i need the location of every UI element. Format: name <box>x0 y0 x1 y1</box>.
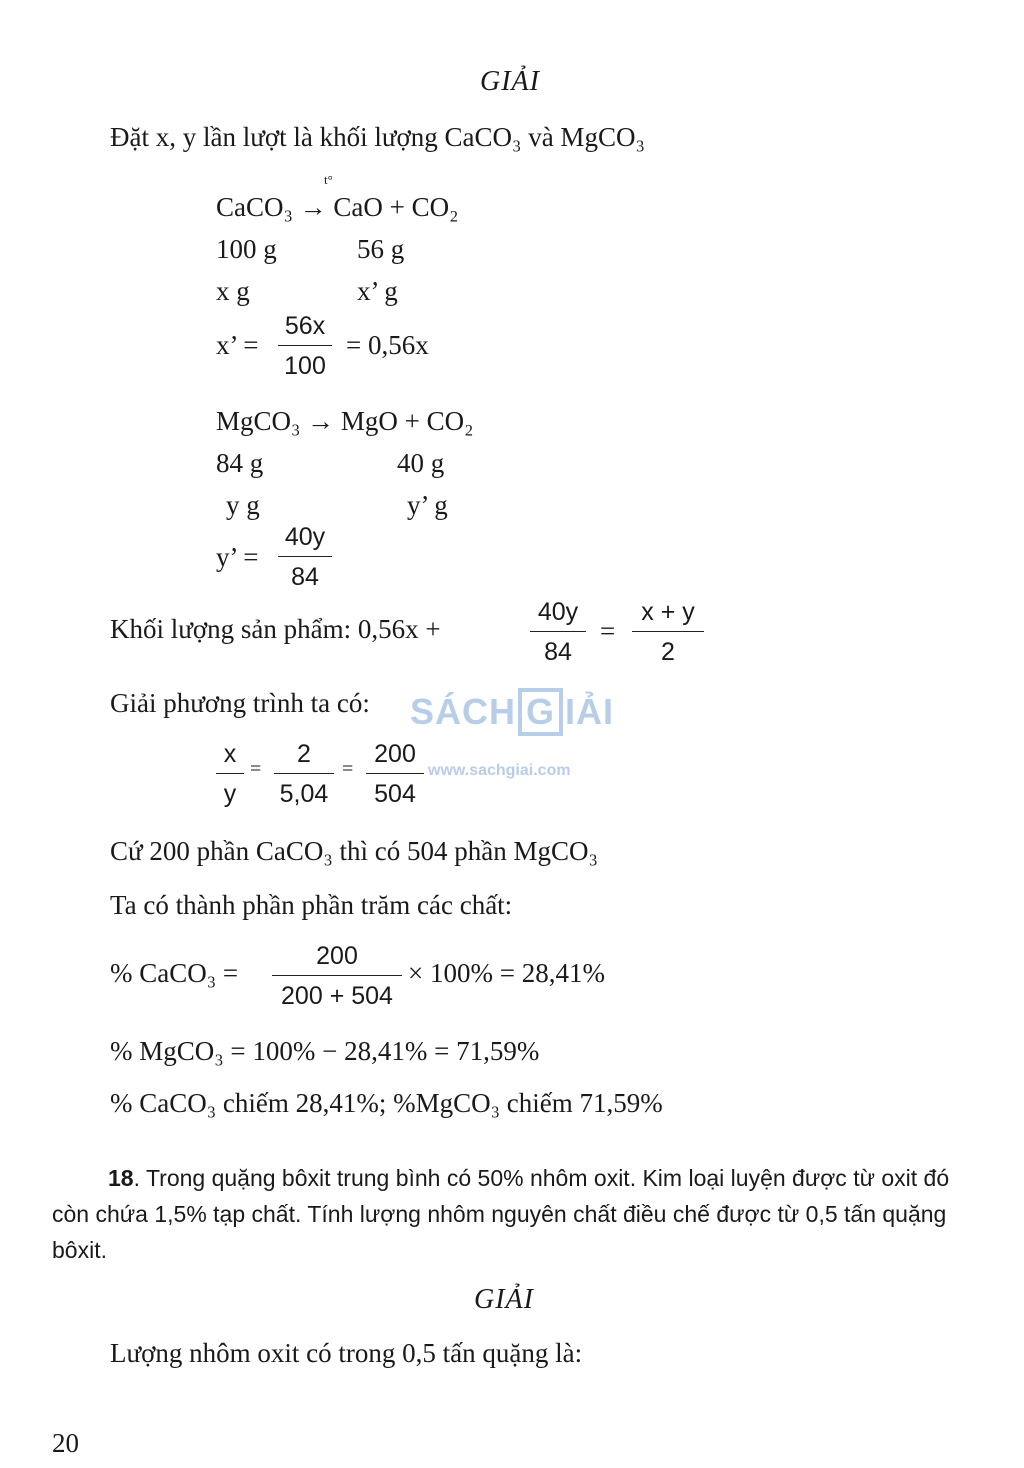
fraction-denominator: 84 <box>291 563 319 591</box>
problem-number: 18 <box>108 1165 134 1191</box>
fraction-bar <box>632 631 704 632</box>
percent-caco3-lhs: % CaCO₃ = <box>110 958 239 988</box>
problem-18 <box>52 1160 964 1268</box>
watermark-logo-right: IẢI <box>565 691 615 732</box>
fraction-bar <box>216 773 244 774</box>
fraction-numerator: 40y <box>537 598 579 626</box>
reaction1-var-right: x’ g <box>357 276 398 306</box>
fraction-bar <box>274 773 334 774</box>
reaction2-var-right: y’ g <box>407 490 448 520</box>
watermark-logo-left: SÁCH <box>410 691 517 732</box>
fraction-bar <box>366 773 424 774</box>
fraction-bar <box>530 631 586 632</box>
product-mass-label: Khối lượng sản phẩm: 0,56x + <box>110 614 441 644</box>
conclusion-text: % CaCO₃ chiếm 28,41%; %MgCO₃ chiếm 71,59% <box>110 1088 663 1118</box>
percent-caco3-rhs: × 100% = 28,41% <box>408 958 605 988</box>
product-mass-fraction-1 <box>530 600 586 665</box>
fraction-numerator: 2 <box>297 740 311 768</box>
reaction1-mass-right: 56 g <box>357 234 405 264</box>
reaction2-mass-left: 84 g <box>216 448 264 478</box>
fraction-numerator: 200 <box>316 942 358 970</box>
solve-text: Giải phương trình ta có: <box>110 688 370 718</box>
ratio-fraction-1 <box>216 742 244 807</box>
problem-text: . Trong quặng bôxit trung bình có 50% nhôm oxit. Kim loại luyện được từ oxit đó còn chứa 1,5% tạp chất. Tính lượng nhôm nguyên chất điều chế được từ 0,5 tấn quặng bôxit. <box>52 1165 950 1263</box>
percent-intro: Ta có thành phần phần trăm các chất: <box>110 890 513 920</box>
fraction-numerator: 56x <box>284 312 326 340</box>
percent-mgco3: % MgCO₃ = 100% − 28,41% = 71,59% <box>110 1036 540 1066</box>
reaction2-var-left: y g <box>226 490 260 520</box>
page-number: 20 <box>52 1428 79 1458</box>
fraction-numerator: 200 <box>374 740 416 768</box>
fraction-numerator: 40y <box>284 523 326 551</box>
reaction1-condition: t° <box>324 172 333 187</box>
fraction-bar <box>278 345 332 346</box>
fraction-numerator: x <box>223 740 237 768</box>
last-line: Lượng nhôm oxit có trong 0,5 tấn quặng là: <box>110 1338 583 1368</box>
watermark-url: www.sachgiai.com <box>428 762 571 779</box>
intro-text: Đặt x, y lần lượt là khối lượng CaCO₃ và MgCO₃ <box>110 122 645 152</box>
watermark-logo-box: G <box>518 688 563 736</box>
fraction-denominator: 200 + 504 <box>281 982 393 1010</box>
reaction1-equation: CaCO₃ → CaO + CO₂ <box>216 192 459 222</box>
reaction2-fraction <box>278 525 332 590</box>
ratio-equals-2: = <box>342 758 354 780</box>
fraction-numerator: x + y <box>641 598 695 626</box>
reaction1-mass-left: 100 g <box>216 234 277 264</box>
reaction1-var-left: x g <box>216 276 250 306</box>
percent-caco3-fraction <box>272 944 402 1009</box>
product-mass-equals: = <box>600 616 616 646</box>
fraction-denominator: 84 <box>544 638 572 666</box>
fraction-bar <box>272 975 402 976</box>
solution-heading: GIẢI <box>480 66 540 97</box>
ratio-fraction-3 <box>366 742 424 807</box>
solution-heading-2: GIẢI <box>474 1284 534 1315</box>
fraction-denominator: 100 <box>284 352 326 380</box>
ratio-text: Cứ 200 phần CaCO₃ thì có 504 phần MgCO₃ <box>110 836 598 866</box>
product-mass-fraction-2 <box>632 600 704 665</box>
fraction-denominator: 5,04 <box>279 780 329 808</box>
reaction2-mass-right: 40 g <box>397 448 445 478</box>
ratio-fraction-2 <box>274 742 334 807</box>
watermark-logo <box>410 688 614 736</box>
fraction-bar <box>278 556 332 557</box>
fraction-denominator: 2 <box>661 638 675 666</box>
reaction1-rhs: = 0,56x <box>346 330 429 360</box>
reaction1-fraction <box>278 314 332 379</box>
reaction2-equation: MgCO₃ → MgO + CO₂ <box>216 406 474 436</box>
ratio-equals-1: = <box>250 758 262 780</box>
fraction-denominator: y <box>223 780 237 808</box>
reaction1-lhs: x’ = <box>216 330 259 360</box>
fraction-denominator: 504 <box>374 780 416 808</box>
reaction2-lhs: y’ = <box>216 542 259 572</box>
